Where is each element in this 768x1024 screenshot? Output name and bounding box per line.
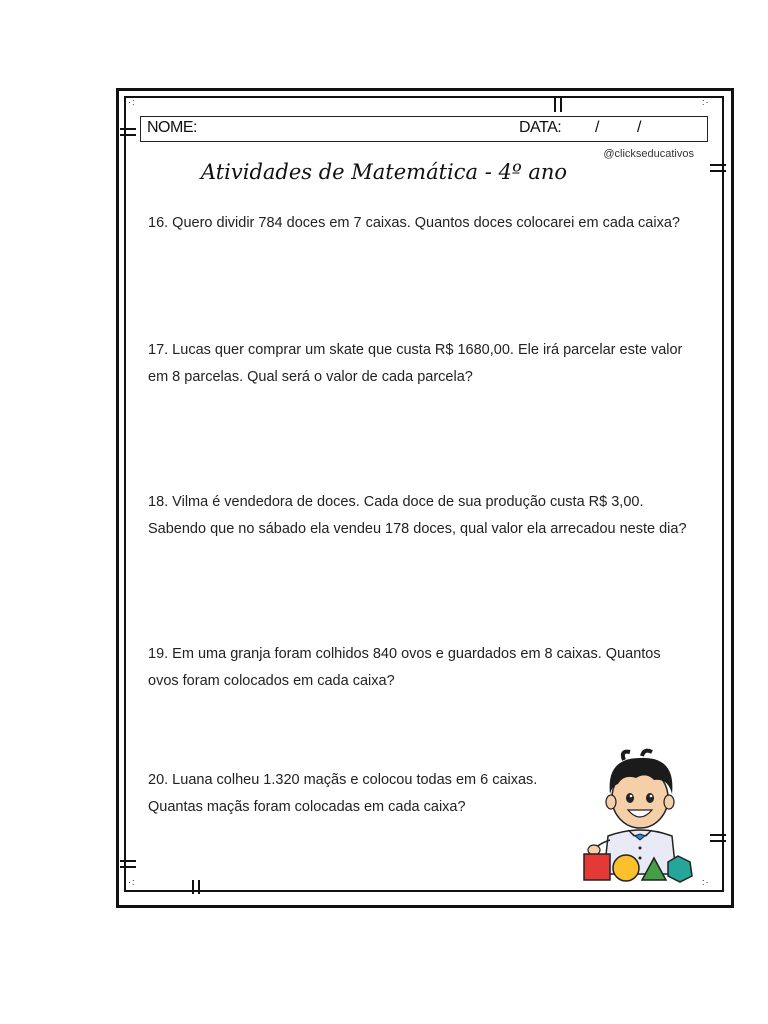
name-date-header <box>140 116 708 142</box>
date-label: DATA: <box>519 119 562 136</box>
question-17 <box>148 337 708 391</box>
question-line: Quantas maçãs foram colocadas em cada caixa? <box>148 799 466 815</box>
question-line: Sabendo que no sábado ela vendeu 178 doces, qual valor ela arrecadou neste dia? <box>148 521 687 537</box>
question-18 <box>148 489 708 543</box>
corner-dots-icon: :· <box>702 877 710 887</box>
corner-dots-icon: :· <box>702 97 710 107</box>
question-19 <box>148 641 708 695</box>
question-line: em 8 parcelas. Qual será o valor de cada parcela? <box>148 369 473 385</box>
question-line: 18. Vilma é vendedora de doces. Cada doce de sua produção custa R$ 3,00. <box>148 494 644 510</box>
question-line: 17. Lucas quer comprar um skate que custa R$ 1680,00. Ele irá parcelar este valor <box>148 342 683 358</box>
date-slash: / <box>637 119 641 136</box>
question-line: ovos foram colocados em cada caixa? <box>148 673 395 689</box>
corner-dots-icon: ·: <box>128 877 136 887</box>
question-line: 20. Luana colheu 1.320 maçãs e colocou todas em 6 caixas. <box>148 772 538 788</box>
date-slash: / <box>595 119 599 136</box>
boy-with-shapes-icon <box>580 744 700 894</box>
corner-dots-icon: ·: <box>128 97 136 107</box>
question-line: 16. Quero dividir 784 doces em 7 caixas. Quantos doces colocarei em cada caixa? <box>148 215 680 231</box>
question-line: 19. Em uma granja foram colhidos 840 ovos e guardados em 8 caixas. Quantos <box>148 646 661 662</box>
page-title: Atividades de Matemática - 4º ano <box>200 160 568 184</box>
name-label: NOME: <box>147 119 197 136</box>
question-16 <box>148 210 708 237</box>
credit-handle: @clickseducativos <box>603 148 694 160</box>
